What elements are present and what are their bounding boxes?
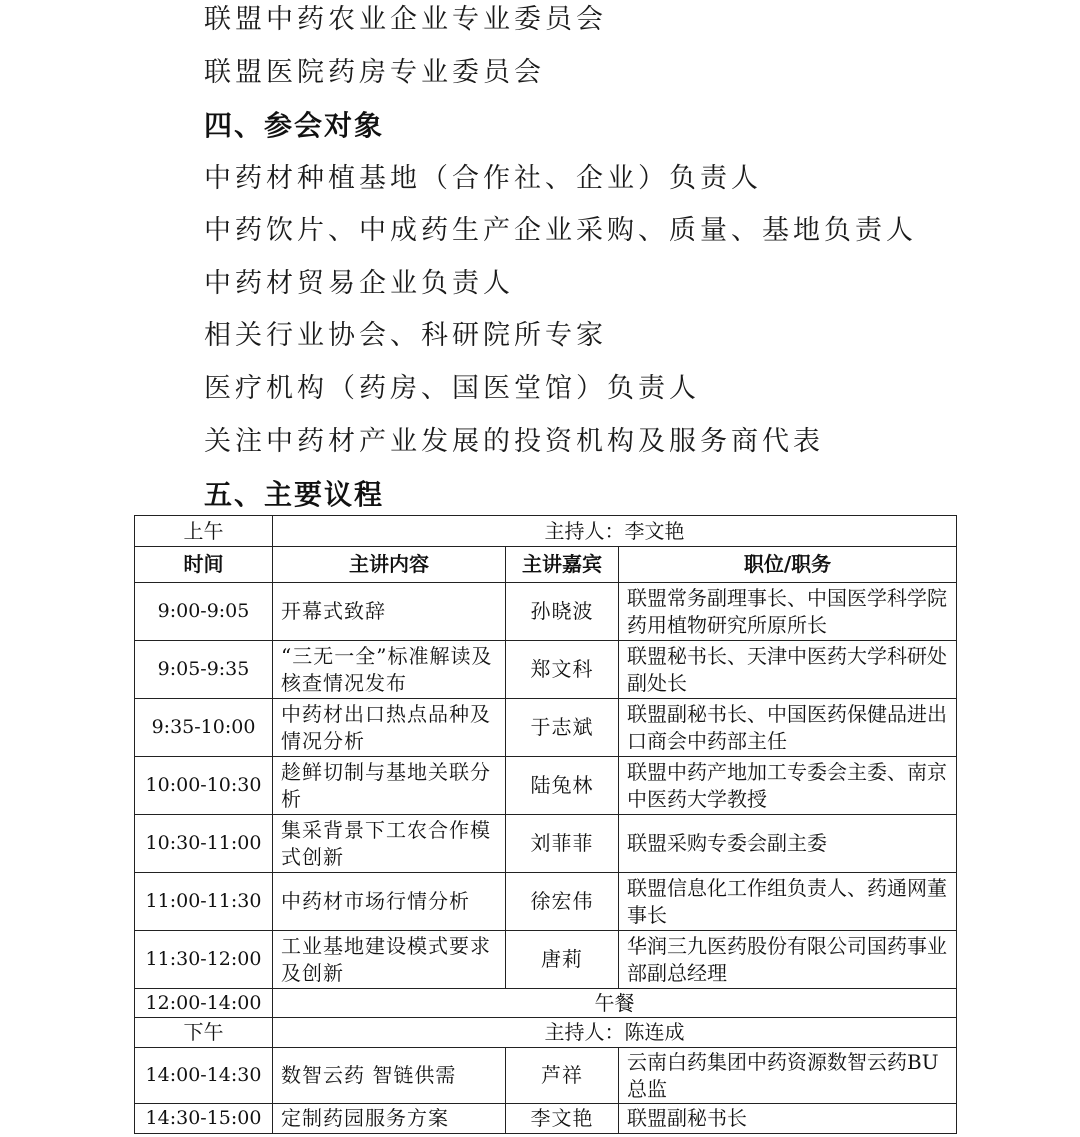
- row-time: 11:30-12:00: [135, 931, 273, 989]
- header-topic: 主讲内容: [273, 547, 506, 583]
- table-row: [135, 757, 957, 815]
- row-topic: 中药材市场行情分析: [273, 873, 506, 931]
- table-row: [135, 641, 957, 699]
- header-speaker: 主讲嘉宾: [506, 547, 619, 583]
- row-position: 联盟副秘书长、中国医药保健品进出口商会中药部主任: [619, 699, 957, 757]
- committee-line-1: 联盟中药农业企业专业委员会: [204, 4, 607, 35]
- attendee-item-4: 相关行业协会、科研院所专家: [204, 320, 607, 351]
- row-position: 联盟信息化工作组负责人、药通网董事长: [619, 873, 957, 931]
- row-speaker: 郑文科: [506, 641, 619, 699]
- table-row: [135, 931, 957, 989]
- row-position: 云南白药集团中药资源数智云药BU 总监: [619, 1048, 957, 1104]
- row-topic: 开幕式致辞: [273, 583, 506, 641]
- row-topic: 数智云药 智链供需: [273, 1048, 506, 1104]
- table-row: [135, 873, 957, 931]
- row-time: 14:30-15:00: [135, 1104, 273, 1134]
- row-position: 联盟常务副理事长、中国医学科学院药用植物研究所原所长: [619, 583, 957, 641]
- lunch-row: [135, 989, 957, 1018]
- row-time: 14:00-14:30: [135, 1048, 273, 1104]
- row-time: 9:35-10:00: [135, 699, 273, 757]
- row-topic: 定制药园服务方案: [273, 1104, 506, 1134]
- attendee-item-6: 关注中药材产业发展的投资机构及服务商代表: [204, 426, 824, 457]
- section-4-heading: 四、参会对象: [204, 109, 385, 142]
- row-speaker: 陆兔林: [506, 757, 619, 815]
- row-topic: 集采背景下工农合作模式创新: [273, 815, 506, 873]
- lunch-time: 12:00-14:00: [135, 989, 273, 1018]
- table-header-row: [135, 547, 957, 583]
- row-position: 联盟副秘书长: [619, 1104, 957, 1134]
- header-position: 职位/职务: [619, 547, 957, 583]
- row-time: 10:00-10:30: [135, 757, 273, 815]
- row-speaker: 于志斌: [506, 699, 619, 757]
- agenda-table: [134, 515, 957, 1134]
- afternoon-label: 下午: [135, 1018, 273, 1048]
- row-speaker: 芦祥: [506, 1048, 619, 1104]
- row-speaker: 李文艳: [506, 1104, 619, 1134]
- row-speaker: 唐莉: [506, 931, 619, 989]
- row-position: 联盟秘书长、天津中医药大学科研处副处长: [619, 641, 957, 699]
- row-position: 联盟采购专委会副主委: [619, 815, 957, 873]
- afternoon-session-row: [135, 1018, 957, 1048]
- row-topic: 趁鲜切制与基地关联分析: [273, 757, 506, 815]
- row-time: 10:30-11:00: [135, 815, 273, 873]
- row-speaker: 刘菲菲: [506, 815, 619, 873]
- attendee-item-1: 中药材种植基地（合作社、企业）负责人: [204, 163, 762, 194]
- lunch-label: 午餐: [273, 989, 957, 1018]
- morning-host: 主持人：李文艳: [273, 516, 957, 547]
- table-row: [135, 815, 957, 873]
- row-topic: 中药材出口热点品种及情况分析: [273, 699, 506, 757]
- attendee-item-2: 中药饮片、中成药生产企业采购、质量、基地负责人: [204, 215, 917, 246]
- row-time: 9:00-9:05: [135, 583, 273, 641]
- row-position: 联盟中药产地加工专委会主委、南京中医药大学教授: [619, 757, 957, 815]
- table-row: [135, 699, 957, 757]
- afternoon-host: 主持人：陈连成: [273, 1018, 957, 1048]
- table-row: [135, 1048, 957, 1104]
- row-speaker: 徐宏伟: [506, 873, 619, 931]
- attendee-item-3: 中药材贸易企业负责人: [204, 268, 514, 299]
- section-5-heading: 五、主要议程: [204, 478, 385, 511]
- row-time: 11:00-11:30: [135, 873, 273, 931]
- committee-line-2: 联盟医院药房专业委员会: [204, 57, 545, 88]
- attendee-item-5: 医疗机构（药房、国医堂馆）负责人: [204, 373, 700, 404]
- morning-label: 上午: [135, 516, 273, 547]
- table-row: [135, 583, 957, 641]
- row-time: 9:05-9:35: [135, 641, 273, 699]
- row-topic: 工业基地建设模式要求及创新: [273, 931, 506, 989]
- row-position: 华润三九医药股份有限公司国药事业部副总经理: [619, 931, 957, 989]
- row-topic: “三无一全”标准解读及核查情况发布: [273, 641, 506, 699]
- morning-session-row: [135, 516, 957, 547]
- table-row: [135, 1104, 957, 1134]
- header-time: 时间: [135, 547, 273, 583]
- row-speaker: 孙晓波: [506, 583, 619, 641]
